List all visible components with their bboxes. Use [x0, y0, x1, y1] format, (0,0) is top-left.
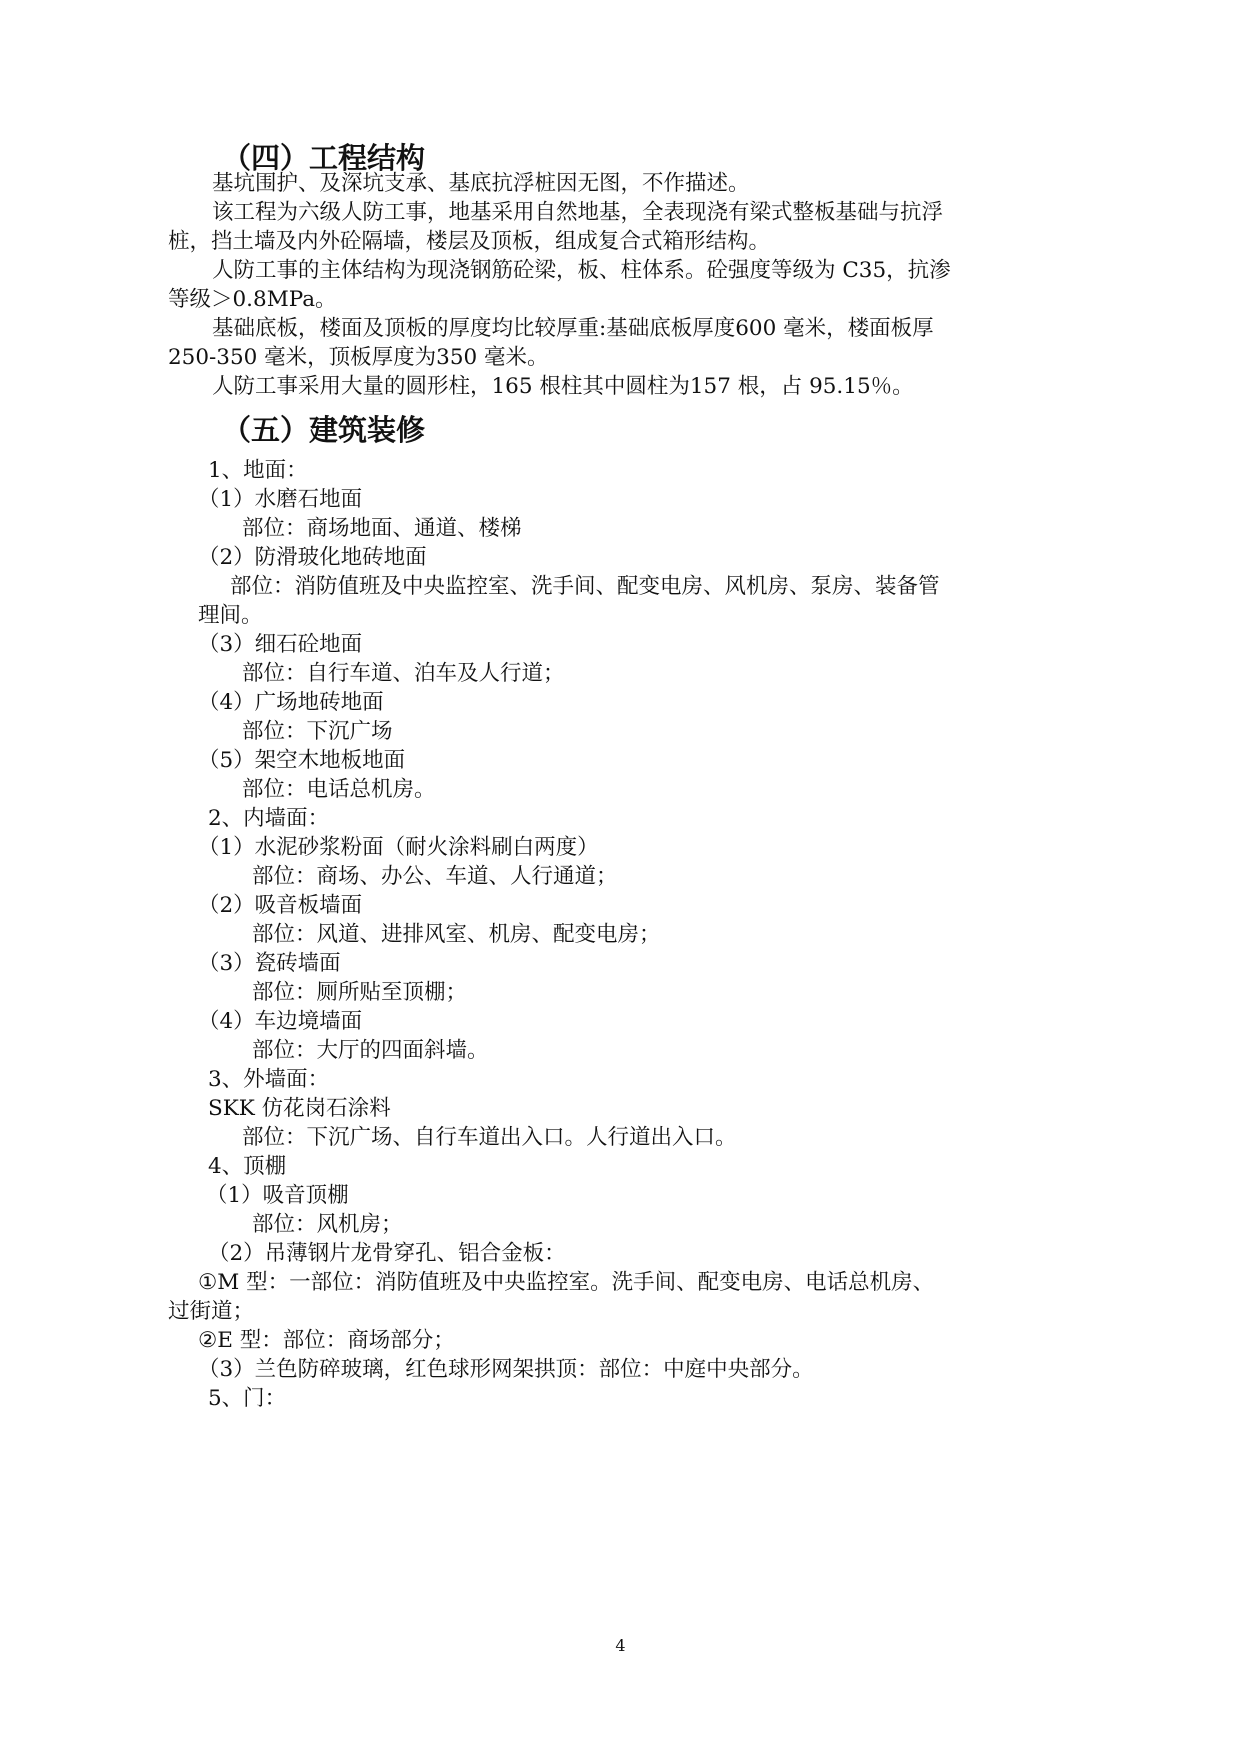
- paragraph-line: 250-350 毫米，顶板厚度为350 毫米。: [168, 345, 549, 370]
- list-item: 5、门：: [208, 1386, 287, 1411]
- paragraph-line: 人防工事采用大量的圆形柱，165 根柱其中圆柱为157 根，占 95.15％。: [212, 374, 914, 399]
- list-item: 部位：风机房；: [252, 1212, 403, 1237]
- list-item: SKK 仿花岗石涂料: [208, 1096, 391, 1121]
- paragraph-line: 人防工事的主体结构为现浇钢筋砼梁，板、柱体系。砼强度等级为 C35，抗渗: [212, 258, 951, 283]
- list-item: 部位：厕所贴至顶棚；: [252, 980, 468, 1005]
- list-item: 3、外墙面：: [208, 1067, 330, 1092]
- list-item: （3）细石砼地面: [198, 632, 363, 657]
- list-item: 过街道；: [168, 1299, 255, 1324]
- list-item: （5）架空木地板地面: [198, 748, 406, 773]
- list-item: （1）水磨石地面: [198, 487, 363, 512]
- list-item: 部位：电话总机房。: [242, 777, 436, 802]
- paragraph-line: 等级＞0.8MPa。: [168, 287, 337, 312]
- list-item: （4）车边境墙面: [198, 1009, 363, 1034]
- list-item: （1）水泥砂浆粉面（耐火涂料刷白两度）: [198, 835, 599, 860]
- list-item: （2）吊薄钢片龙骨穿孔、铝合金板：: [208, 1241, 566, 1266]
- list-item: （2）吸音板墙面: [198, 893, 363, 918]
- list-item: 1、地面：: [208, 458, 308, 483]
- list-item: 部位：下沉广场: [242, 719, 393, 744]
- list-item: 部位：自行车道、泊车及人行道；: [242, 661, 565, 686]
- paragraph-line: 桩，挡土墙及内外砼隔墙，楼层及顶板，组成复合式箱形结构。: [168, 229, 771, 254]
- list-item: 2、内墙面：: [208, 806, 330, 831]
- section-4-heading: （四）工程结构: [222, 141, 426, 175]
- list-item: （4）广场地砖地面: [198, 690, 384, 715]
- paragraph-line: 基础底板，楼面及顶板的厚度均比较厚重:基础底板厚度600 毫米，楼面板厚: [212, 316, 934, 341]
- list-item: （3）兰色防碎玻璃，红色球形网架拱顶：部位：中庭中央部分。: [198, 1357, 814, 1382]
- list-item: 理间。: [198, 603, 263, 628]
- paragraph-line: 基坑围护、及深坑支承、基底抗浮桩因无图，不作描述。: [212, 171, 750, 196]
- page-number: 4: [615, 1636, 626, 1655]
- list-item: （1）吸音顶棚: [206, 1183, 349, 1208]
- list-item: 部位：消防值班及中央监控室、洗手间、配变电房、风机房、泵房、装备管: [230, 574, 940, 599]
- list-item: 部位：商场地面、通道、楼梯: [242, 516, 522, 541]
- list-item: 部位：下沉广场、自行车道出入口。人行道出入口。: [242, 1125, 737, 1150]
- section-5-heading: （五）建筑装修: [222, 413, 426, 447]
- list-item: ①M 型：一部位：消防值班及中央监控室。洗手间、配变电房、电话总机房、: [198, 1270, 935, 1295]
- list-item: 部位：风道、进排风室、机房、配变电房；: [252, 922, 661, 947]
- list-item: ②E 型：部位：商场部分；: [198, 1328, 455, 1353]
- list-item: 部位：商场、办公、车道、人行通道；: [252, 864, 618, 889]
- list-item: （2）防滑玻化地砖地面: [198, 545, 427, 570]
- paragraph-line: 该工程为六级人防工事，地基采用自然地基，全表现浇有梁式整板基础与抗浮: [212, 200, 944, 225]
- list-item: 部位：大厅的四面斜墙。: [252, 1038, 489, 1063]
- list-item: （3）瓷砖墙面: [198, 951, 341, 976]
- list-item: 4、顶棚: [208, 1154, 287, 1179]
